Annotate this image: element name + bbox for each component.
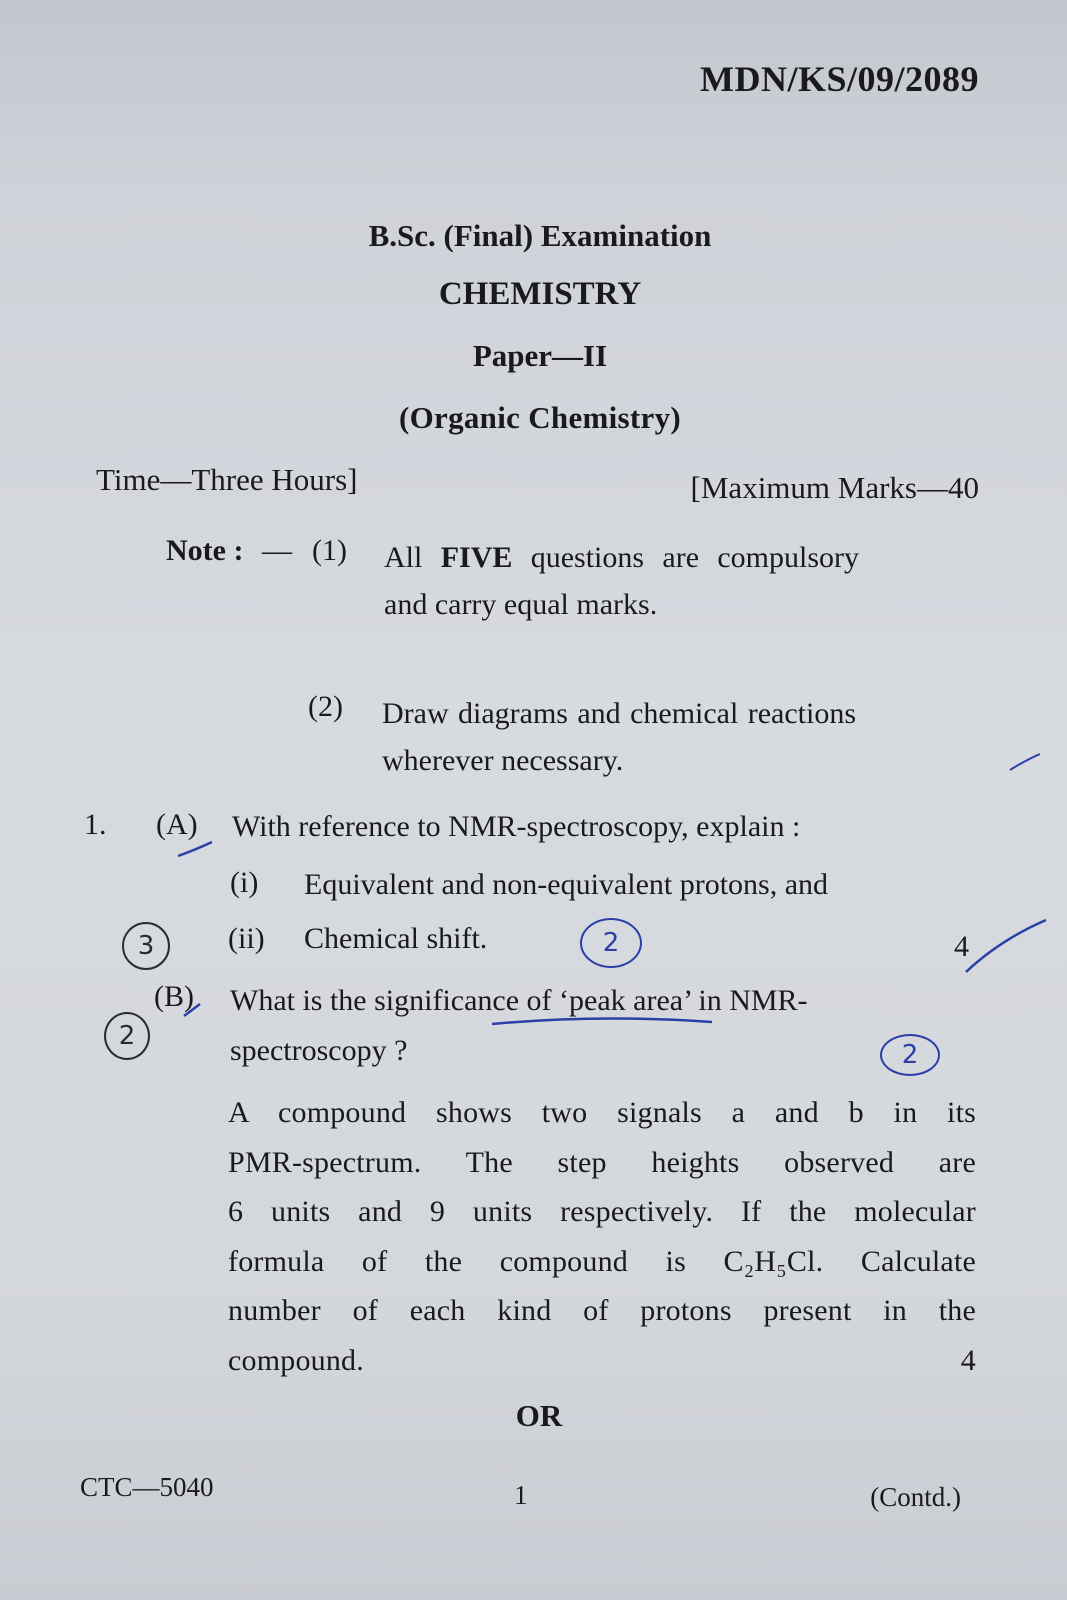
pen-underline <box>492 1018 712 1024</box>
sub-item-label: (ii) <box>228 922 265 955</box>
question-number: 1. <box>84 808 107 841</box>
footer-code: CTC—5040 <box>80 1472 214 1502</box>
continued-label: (Contd.) <box>870 1482 961 1512</box>
sub-item-label: (i) <box>230 866 259 899</box>
exam-title: B.Sc. (Final) Examination <box>368 218 712 253</box>
paragraph-line: A compound shows two signals a and b in its <box>228 1096 976 1129</box>
pen-tick <box>1010 754 1040 770</box>
note-item-number: (2) <box>308 690 343 723</box>
handwritten-mark: 2 <box>602 928 620 958</box>
paragraph-line: formula of the compound is C₂H₅Cl. Calculate <box>228 1244 976 1278</box>
or-separator: OR <box>515 1398 563 1433</box>
maximum-marks: [Maximum Marks—40 <box>690 470 979 505</box>
note-item-text: Draw diagrams and chemical reactions wherever necessary. <box>382 697 856 777</box>
handwritten-mark: 3 <box>137 931 155 961</box>
pen-tick <box>184 1004 200 1016</box>
paragraph-line: 6 units and 9 units respectively. If the molecular <box>228 1195 976 1228</box>
pen-tick <box>178 842 212 856</box>
paragraph-line: number of each kind of protons present in the <box>228 1294 976 1327</box>
handwritten-mark: 2 <box>118 1021 136 1051</box>
note-item-number: (1) <box>312 534 347 567</box>
part-b-marks: 4 <box>960 1343 976 1377</box>
handwritten-mark: 2 <box>901 1040 919 1070</box>
subject-title: CHEMISTRY <box>438 276 642 312</box>
paper-code: MDN/KS/09/2089 <box>699 59 979 99</box>
part-a-text: With reference to NMR-spectroscopy, explain : <box>232 810 801 843</box>
note-label: Note : <box>166 534 244 567</box>
paragraph-line: PMR-spectrum. The step heights observed are <box>228 1145 976 1179</box>
paragraph-line: compound. <box>228 1343 364 1377</box>
note-item-text: All FIVE questions are compulsory and carry equal marks. <box>384 541 860 621</box>
page-number: 1 <box>514 1480 528 1510</box>
part-a-label: (A) <box>156 808 198 841</box>
part-b-label: (B) <box>154 980 194 1013</box>
note-dash: — <box>262 534 292 567</box>
part-b-line: spectroscopy ? <box>230 1034 408 1067</box>
paper-number: Paper—II <box>472 338 608 373</box>
sub-item-text: Chemical shift. <box>304 922 488 955</box>
part-a-marks: 4 <box>954 930 969 963</box>
emphasis-word: FIVE <box>440 541 513 574</box>
paper-branch: (Organic Chemistry) <box>398 400 682 435</box>
sub-item-text: Equivalent and non-equivalent protons, and <box>304 868 829 901</box>
part-b-line: What is the significance of ‘peak area’ in NMR- <box>230 984 808 1017</box>
pen-tick <box>966 920 1046 972</box>
exam-time: Time—Three Hours] <box>96 462 358 497</box>
